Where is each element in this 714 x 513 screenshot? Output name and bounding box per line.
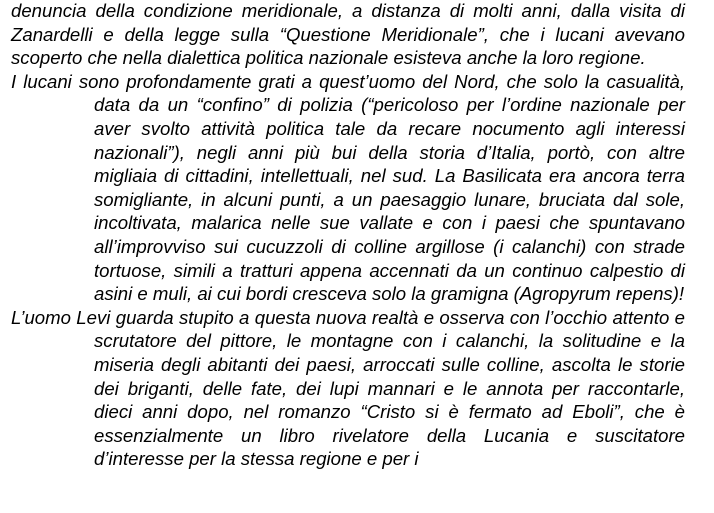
paragraph-lucani-gratitude: I lucani sono profondamente grati a quest’uomo del Nord, che solo la casualità, data da un “confino” di polizia (“pericoloso per l’ordine nazionale per aver svolto attività politica tale da recare nocumento agli interessi nazionali”), negli anni più bui della storia d’Italia, portò, con altre migliaia di cittadini, intellettuali, nel sud. La Basilicata era ancora terra somigliante, in alcuni punti, a un paesaggio lunare, bruciata dal sole, incoltivata, malarica nelle sue vallate e con i paesi che spuntavano all’improvviso sui cucuzzoli di colline argillose (i calanchi) con strade tortuose, simili a tratturi appena accennati da un continuo calpestio di asini e muli, ai cui bordi cresceva solo la gramigna (Agropyrum repens)! [11,70,685,305]
document-page [11,0,685,471]
paragraph-levi-observation: L’uomo Levi guarda stupito a questa nuova realtà e osserva con l’occhio attento e scrutatore del pittore, le montagne con i calanchi, la solitudine e la miseria degli abitanti dei paesi, arroccati sulle colline, ascolta le storie dei briganti, delle fate, dei lupi mannari e le annota per raccontarle, dieci anni dopo, nel romanzo “Cristo si è fermato ad Eboli”, che è essenzialmente un libro rivelatore della Lucania e suscitatore d’interesse per la stessa regione e per i [11,306,685,470]
paragraph-intro-continuation: denuncia della condizione meridionale, a distanza di molti anni, dalla visita di Zanardelli e della legge sulla “Questione Meridionale”, che i lucani avevano scoperto che nella dialettica politica nazionale esisteva anche la loro regione. [11,0,685,69]
